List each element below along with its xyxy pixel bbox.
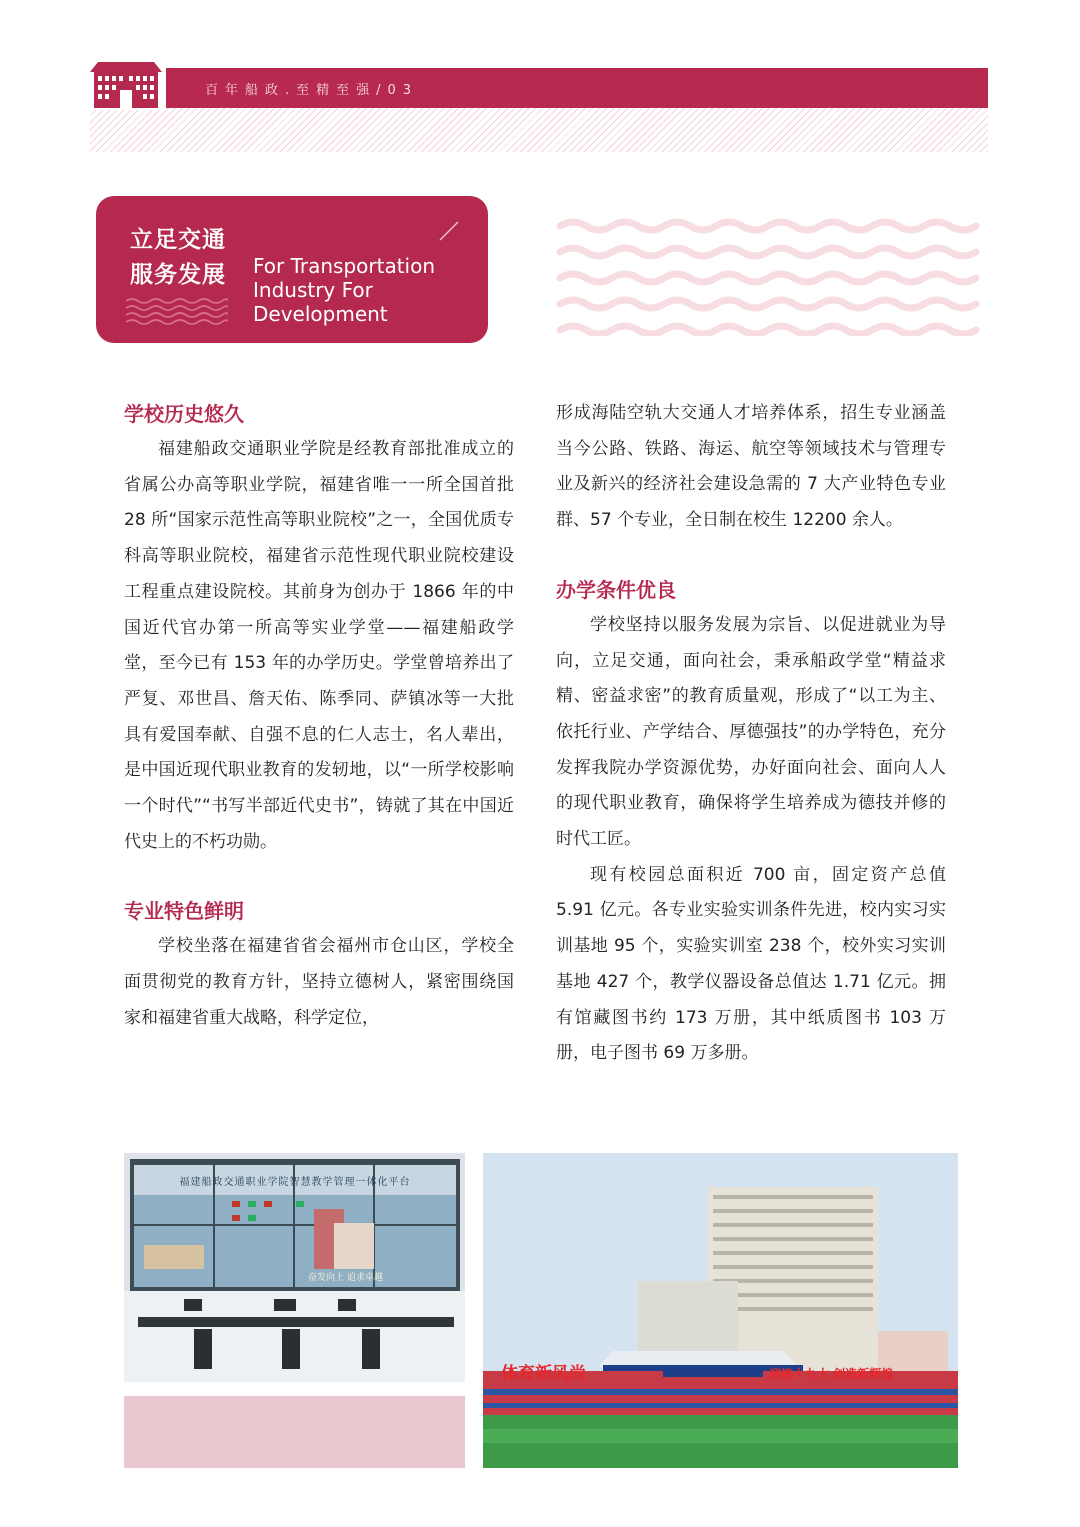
specialty-paragraph: 学校坐落在福建省省会福州市仓山区，学校全面贯彻党的教育方针，坚持立德树人，紧密围绕国家和福建省重大战略，科学定位， [124,936,514,1028]
specialty-paragraph-continued: 形成海陆空轨大交通人才培养体系，招生专业涵盖当今公路、铁路、海运、航空等领域技术与管理专业及新兴的经济社会建设急需的 7 大产业特色专业群、57 个专业，全日制在校生 12200 余人。 [556,403,946,531]
text-column-left [124,396,514,1037]
wave-lines-icon [126,296,228,326]
header-hatch-pattern [90,108,988,152]
text-column-right [556,396,946,1072]
building-icon [86,58,166,110]
title-card [96,196,488,343]
campus-stadium-photo [483,1153,958,1468]
control-room-photo [124,1153,465,1382]
title-en-line: For Transportation [253,254,436,278]
title-cn-line2: 服务发展 [130,262,226,288]
section-heading-history: 学校历史悠久 [124,402,244,426]
title-en [253,254,478,326]
section-heading-specialty: 专业特色鲜明 [124,899,244,924]
section-heading-conditions: 办学条件优良 [556,577,676,602]
pink-block [124,1396,465,1468]
conditions-paragraph-1: 学校坚持以服务发展为宗旨、以促进就业为导向，立足交通，面向社会，秉承船政学堂“精益求精、密益求密”的教育质量观，形成了“以工为主、依托行业、产学结合、厚德强技”的办学特色，充分发挥我院办学资源优势，办好面向社会、面向人人的现代职业教育，确保将学生培养成为德技并修的时代工匠。 [556,614,946,850]
stadium-banner-left: 体育新风尚 [501,1364,586,1384]
conditions-paragraph-2: 现有校园总面积近 700 亩，固定资产总值 5.91 亿元。各专业实验实训条件先进，校内实习实训基地 95 个，实验实训室 238 个，校外实习实训基地 427 个，教学仪器设备总值达 1.71 亿元。拥有馆藏图书约 173 万册，其中纸质图书 103 万册，电子图书 69 万多册。 [556,864,946,1064]
title-en-line: Industry For [253,278,373,302]
control-room-screen-slogan: 奋发向上 追求卓越 [308,1273,383,1283]
stadium-banner-right: 迎接十九大 创造新辉煌 [769,1367,894,1381]
wave-pattern-decoration [556,218,982,336]
title-en-line: Development [253,302,388,326]
control-room-screen-title: 福建船政交通职业学院智慧教学管理一体化平台 [179,1177,411,1188]
slash-icon [438,220,460,242]
history-paragraph: 福建船政交通职业学院是经教育部批准成立的省属公办高等职业学院，福建省唯一一所全国首批 28 所“国家示范性高等职业院校”之一，全国优质专科高等职业院校，福建省示范性现代职业院校建设工程重点建设院校。其前身为创办于 1866 年的中国近代官办第一所高等实业学堂——福建船政学堂，至今已有 153 年的办学历史。学堂曾培养出了严复、邓世昌、詹天佑、陈季同、萨镇冰等一大批具有爱国奉献、自强不息的仁人志士，名人辈出，是中国近现代职业教育的发轫地，以“一所学校影响一个时代”“书写半部近代史书”，铸就了其在中国近代史上的不朽功勋。 [124,439,514,852]
title-cn-line1: 立足交通 [130,227,226,253]
header-tagline: 百年船政.至精至强/03 [205,83,419,98]
